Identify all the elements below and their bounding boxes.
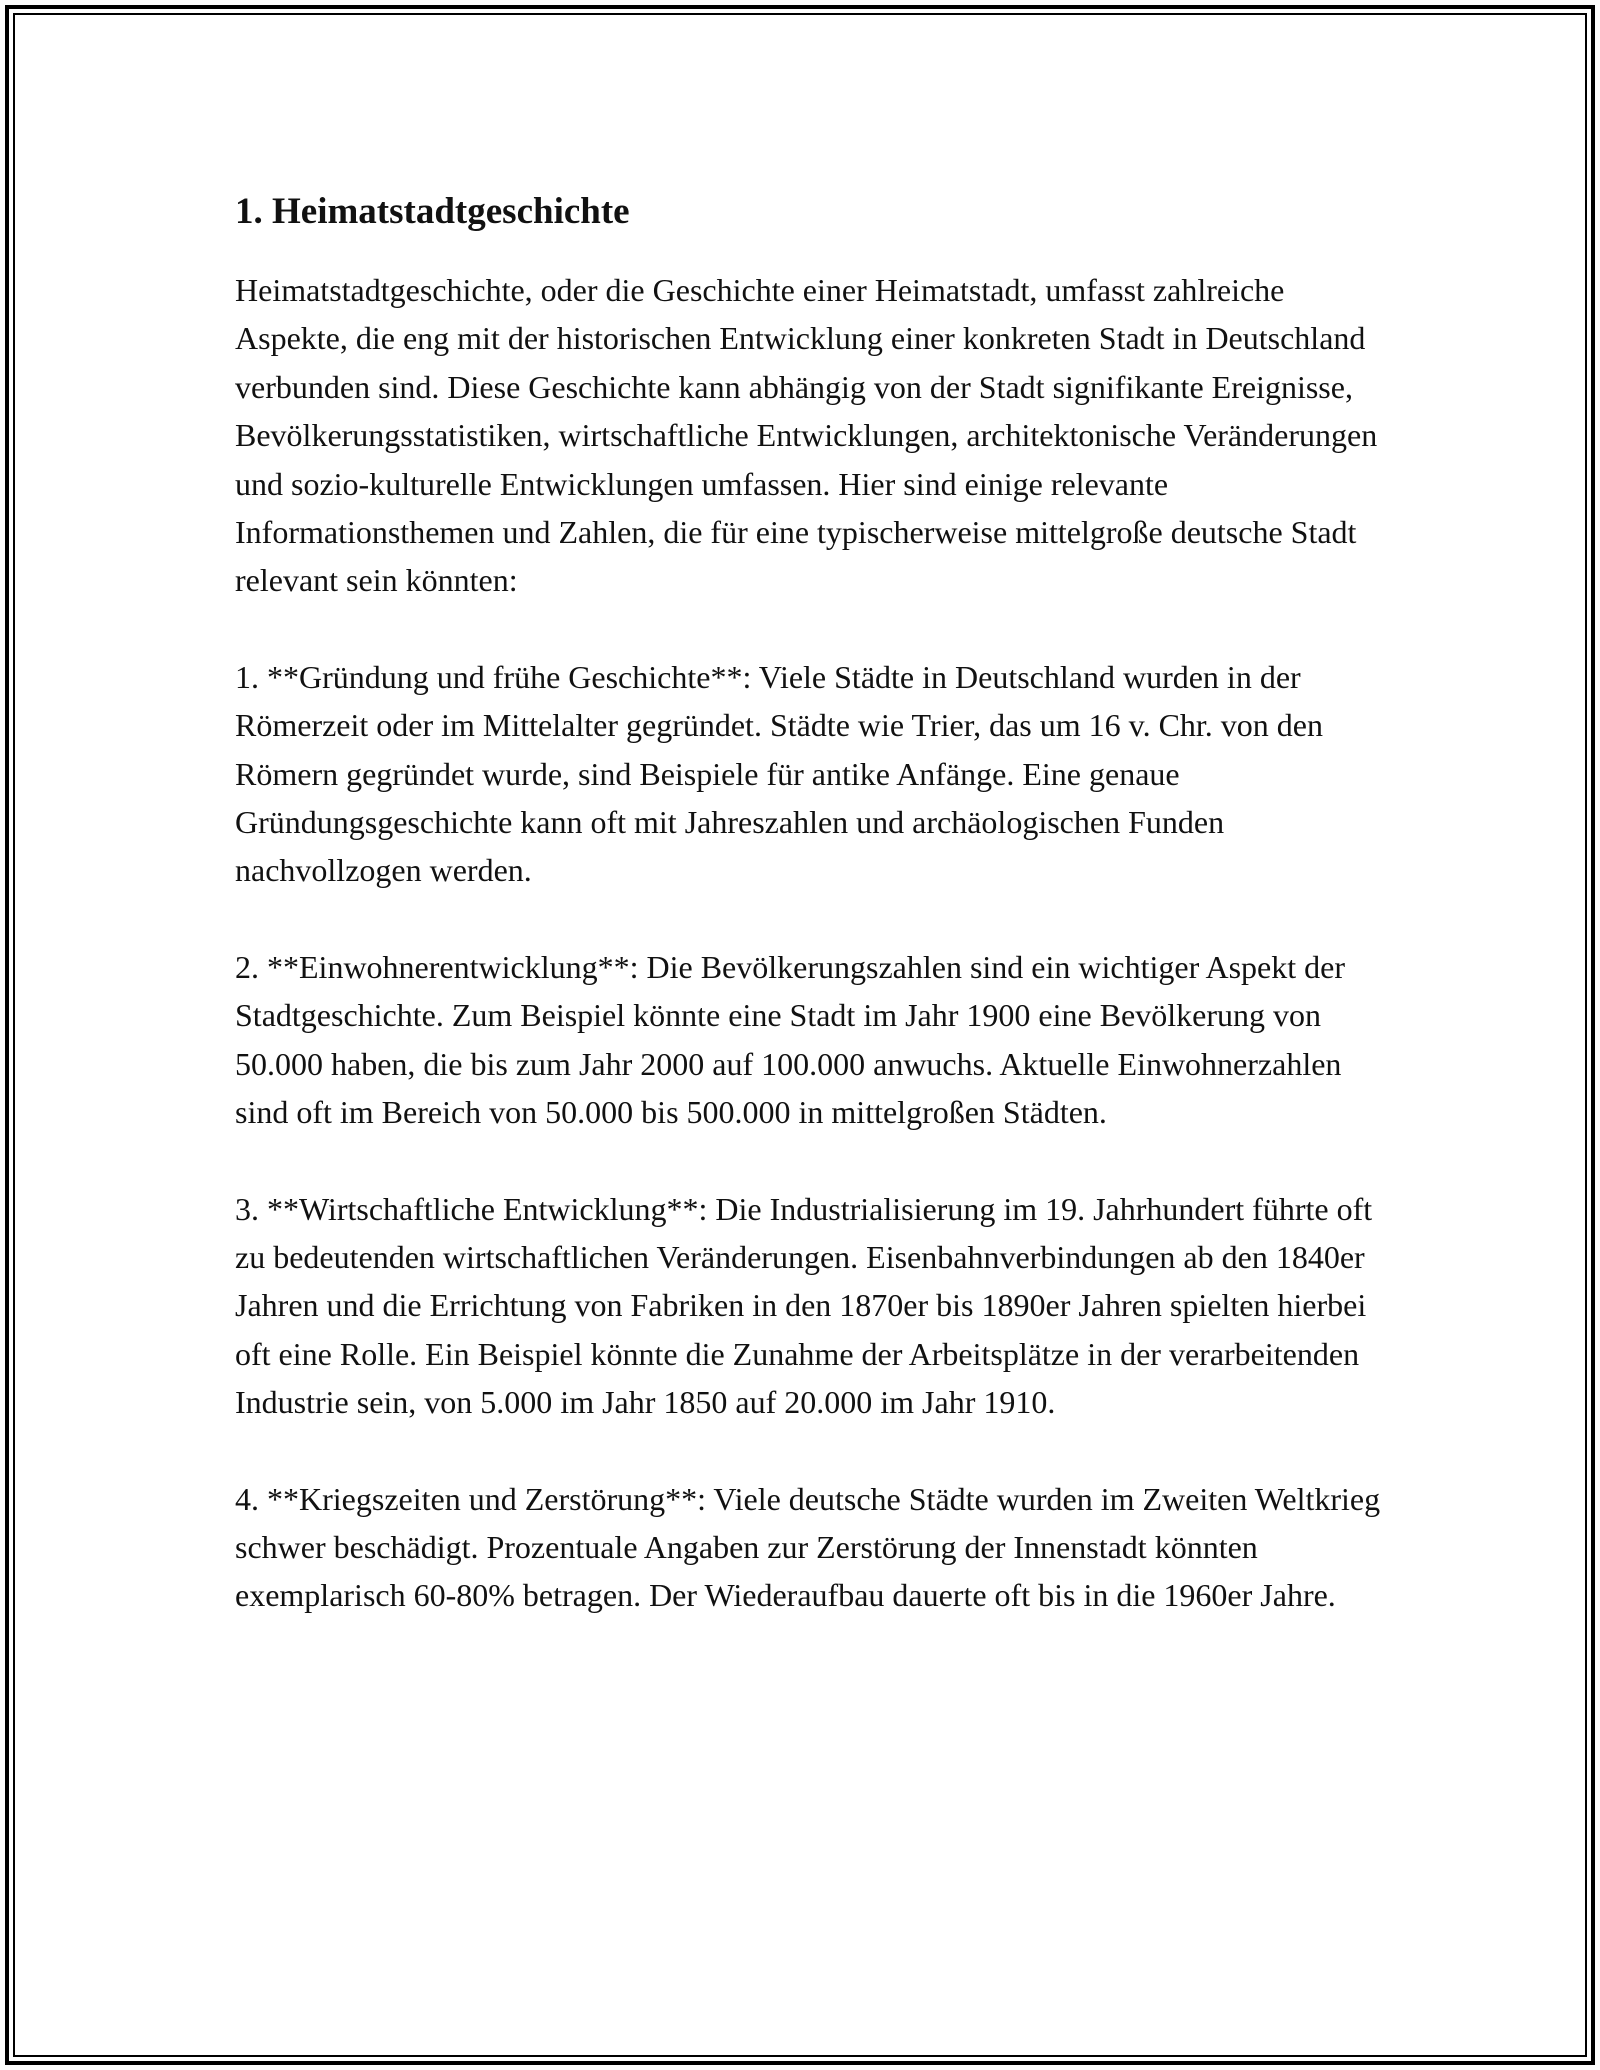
document-title: 1. Heimatstadtgeschichte (235, 191, 630, 232)
document-body (235, 186, 1385, 1668)
list-item-economy: 3. **Wirtschaftliche Entwicklung**: Die Industrialisierung im 19. Jahrhundert führte oft zu bedeutenden wirtschaftlichen Veränderungen. Eisenbahnverbindungen ab den 1840er Jahren und die Errichtung von Fabriken in den 1870er bis 1890er Jahren spielten hierbei oft eine Rolle. Ein Beispiel könnte die Zunahme der Arbeitsplätze in der verarbeitenden Industrie sein, von 5.000 im Jahr 1850 auf 20.000 im Jahr 1910. (235, 1190, 1373, 1421)
list-item-founding: 1. **Gründung und frühe Geschichte**: Viele Städte in Deutschland wurden in der Römerzeit oder im Mittelalter gegründet. Städte wie Trier, das um 16 v. Chr. von den Römern gegründet wurde, sind Beispiele für antike Anfänge. Eine genaue Gründungsgeschichte kann oft mit Jahreszahlen und archäologischen Funden nachvollzogen werden. (235, 658, 1323, 889)
intro-paragraph: Heimatstadtgeschichte, oder die Geschichte einer Heimatstadt, umfasst zahlreiche Aspekte, die eng mit der historischen Entwicklung einer konkreten Stadt in Deutschland verbunden sind. Diese Geschichte kann abhängig von der Stadt signifikante Ereignisse, Bevölkerungsstatistiken, wirtschaftliche Entwicklungen, architektonische Veränderungen und sozio-kulturelle Entwicklungen umfassen. Hier sind einige relevante Informationsthemen und Zahlen, die für eine typischerweise mittelgroße deutsche Stadt relevant sein könnten: (235, 272, 1378, 599)
list-item-population: 2. **Einwohnerentwicklung**: Die Bevölkerungszahlen sind ein wichtiger Aspekt der Stadtgeschichte. Zum Beispiel könnte eine Stadt im Jahr 1900 eine Bevölkerung von 50.000 haben, die bis zum Jahr 2000 auf 100.000 anwuchs. Aktuelle Einwohnerzahlen sind oft im Bereich von 50.000 bis 500.000 in mittelgroßen Städten. (235, 948, 1345, 1131)
list-item-war: 4. **Kriegszeiten und Zerstörung**: Viele deutsche Städte wurden im Zweiten Weltkrieg schwer beschädigt. Prozentuale Angaben zur Zerstörung der Innenstadt könnten exemplarisch 60-80% betragen. Der Wiederaufbau dauerte oft bis in die 1960er Jahre. (235, 1480, 1381, 1614)
